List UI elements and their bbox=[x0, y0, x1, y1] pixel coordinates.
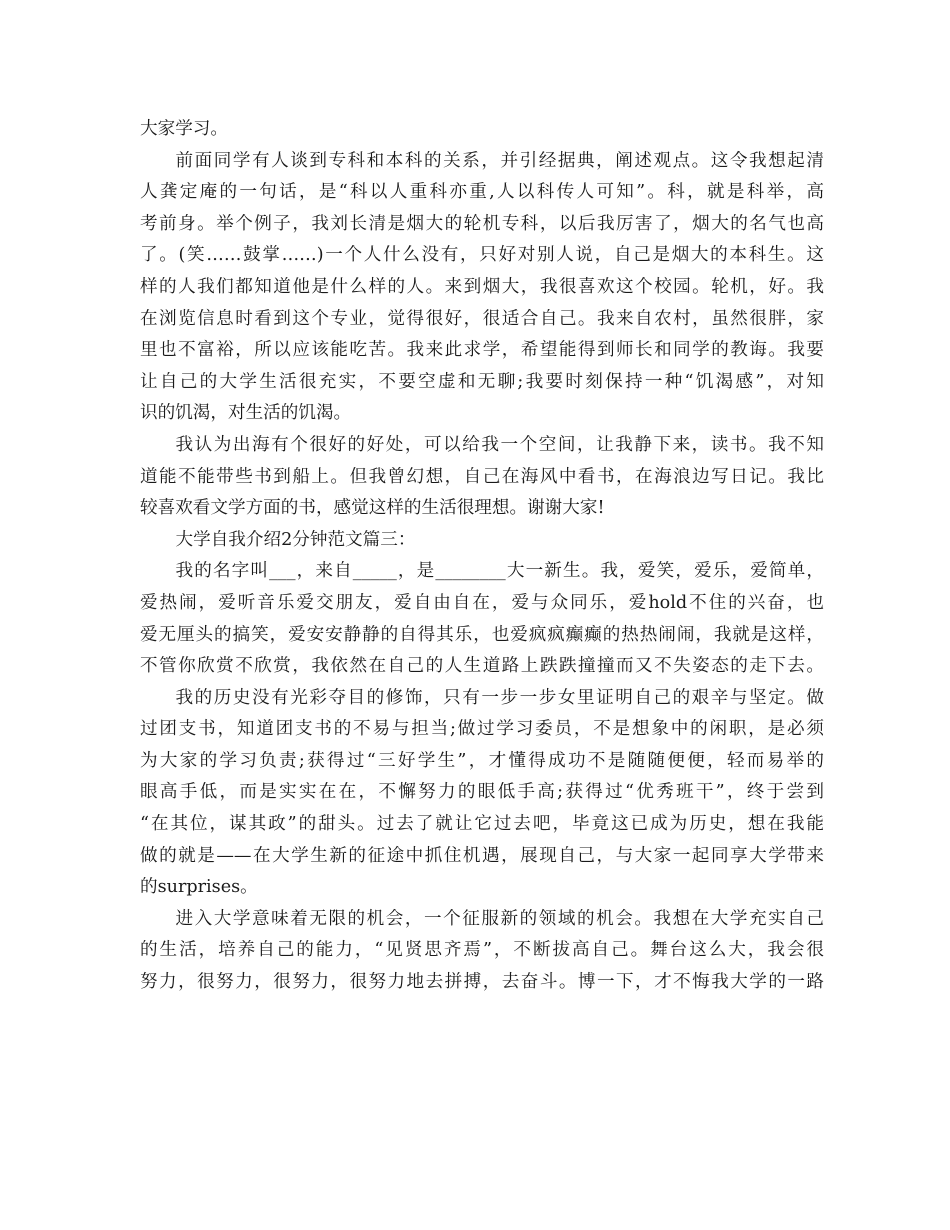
text-line: 了。(笑……鼓掌……)一个人什么没有，只好对别人说，自己是烟大的本科生。这 bbox=[140, 245, 824, 266]
text-line: 让自己的大学生活很充实，不要空虚和无聊;我要时刻保持一种“饥渴感”，对知 bbox=[140, 371, 824, 392]
text-line: 大家学习。 bbox=[140, 119, 228, 139]
text-line: 道能不能带些书到船上。但我曾幻想，自己在海风中看书，在海浪边写日记。我比 bbox=[140, 466, 824, 487]
text-line: 进入大学意味着无限的机会，一个征服新的领域的机会。我想在大学充实自己 bbox=[175, 908, 824, 929]
text-line: “在其位，谋其政”的甜头。过去了就让它过去吧，毕竟这已成为历史，想在我能 bbox=[140, 814, 824, 835]
text-line: 在浏览信息时看到这个专业，觉得很好，很适合自己。我来自农村，虽然很胖，家 bbox=[140, 308, 824, 329]
document-body bbox=[140, 114, 824, 999]
text-line: 考前身。举个例子，我刘长清是烟大的轮机专科，以后我厉害了，烟大的名气也高 bbox=[140, 213, 824, 234]
text-line: 我的历史没有光彩夺目的修饰，只有一步一步女里证明自己的艰辛与坚定。做 bbox=[175, 687, 824, 708]
text-line: 里也不富裕，所以应该能吃苦。我来此求学，希望能得到师长和同学的教诲。我要 bbox=[140, 340, 824, 361]
text-line: 我认为出海有个很好的好处，可以给我一个空间，让我静下来，读书。我不知 bbox=[175, 434, 824, 455]
text-line: 人龚定庵的一句话，是“科以人重科亦重,人以科传人可知”。科，就是科举，高 bbox=[140, 182, 824, 203]
text-line: 过团支书，知道团支书的不易与担当;做过学习委员，不是想象中的闲职，是必须 bbox=[140, 719, 824, 740]
text-line: 不管你欣赏不欣赏，我依然在自己的人生道路上跌跌撞撞而又不失姿态的走下去。 bbox=[140, 656, 824, 677]
text-line: 为大家的学习负责;获得过“三好学生”，才懂得成功不是随随便便，轻而易举的 bbox=[140, 750, 824, 771]
text-line: 大学自我介绍2分钟范文篇三： bbox=[175, 529, 416, 550]
text-line: 爱无厘头的搞笑，爱安安静静的自得其乐，也爱疯疯癫癫的热热闹闹，我就是这样， bbox=[140, 624, 824, 645]
text-line: 爱热闹，爱听音乐爱交朋友，爱自由自在，爱与众同乐，爱hold不住的兴奋，也 bbox=[140, 592, 824, 613]
text-line: 的surprises。 bbox=[140, 877, 258, 898]
text-line: 较喜欢看文学方面的书，感觉这样的生活很理想。谢谢大家! bbox=[140, 498, 605, 519]
text-line: 我的名字叫___，来自_____，是________大一新生。我，爱笑，爱乐，爱简单， bbox=[175, 561, 824, 582]
text-line: 识的饥渴，对生活的饥渴。 bbox=[140, 403, 352, 424]
text-line: 努力，很努力，很努力，很努力地去拼搏，去奋斗。博一下，才不悔我大学的一路 bbox=[140, 972, 824, 993]
text-line: 眼高手低，而是实实在在，不懈努力的眼低手高;获得过“优秀班干”，终于尝到 bbox=[140, 782, 824, 803]
text-line: 前面同学有人谈到专科和本科的关系，并引经据典，阐述观点。这令我想起清 bbox=[175, 150, 824, 171]
text-line: 做的就是——在大学生新的征途中抓住机遇，展现自己，与大家一起同享大学带来 bbox=[140, 845, 824, 866]
text-line: 样的人我们都知道他是什么样的人。来到烟大，我很喜欢这个校园。轮机，好。我 bbox=[140, 276, 824, 297]
text-line: 的生活，培养自己的能力，“见贤思齐焉”，不断拔高自己。舞台这么大，我会很 bbox=[140, 940, 824, 961]
